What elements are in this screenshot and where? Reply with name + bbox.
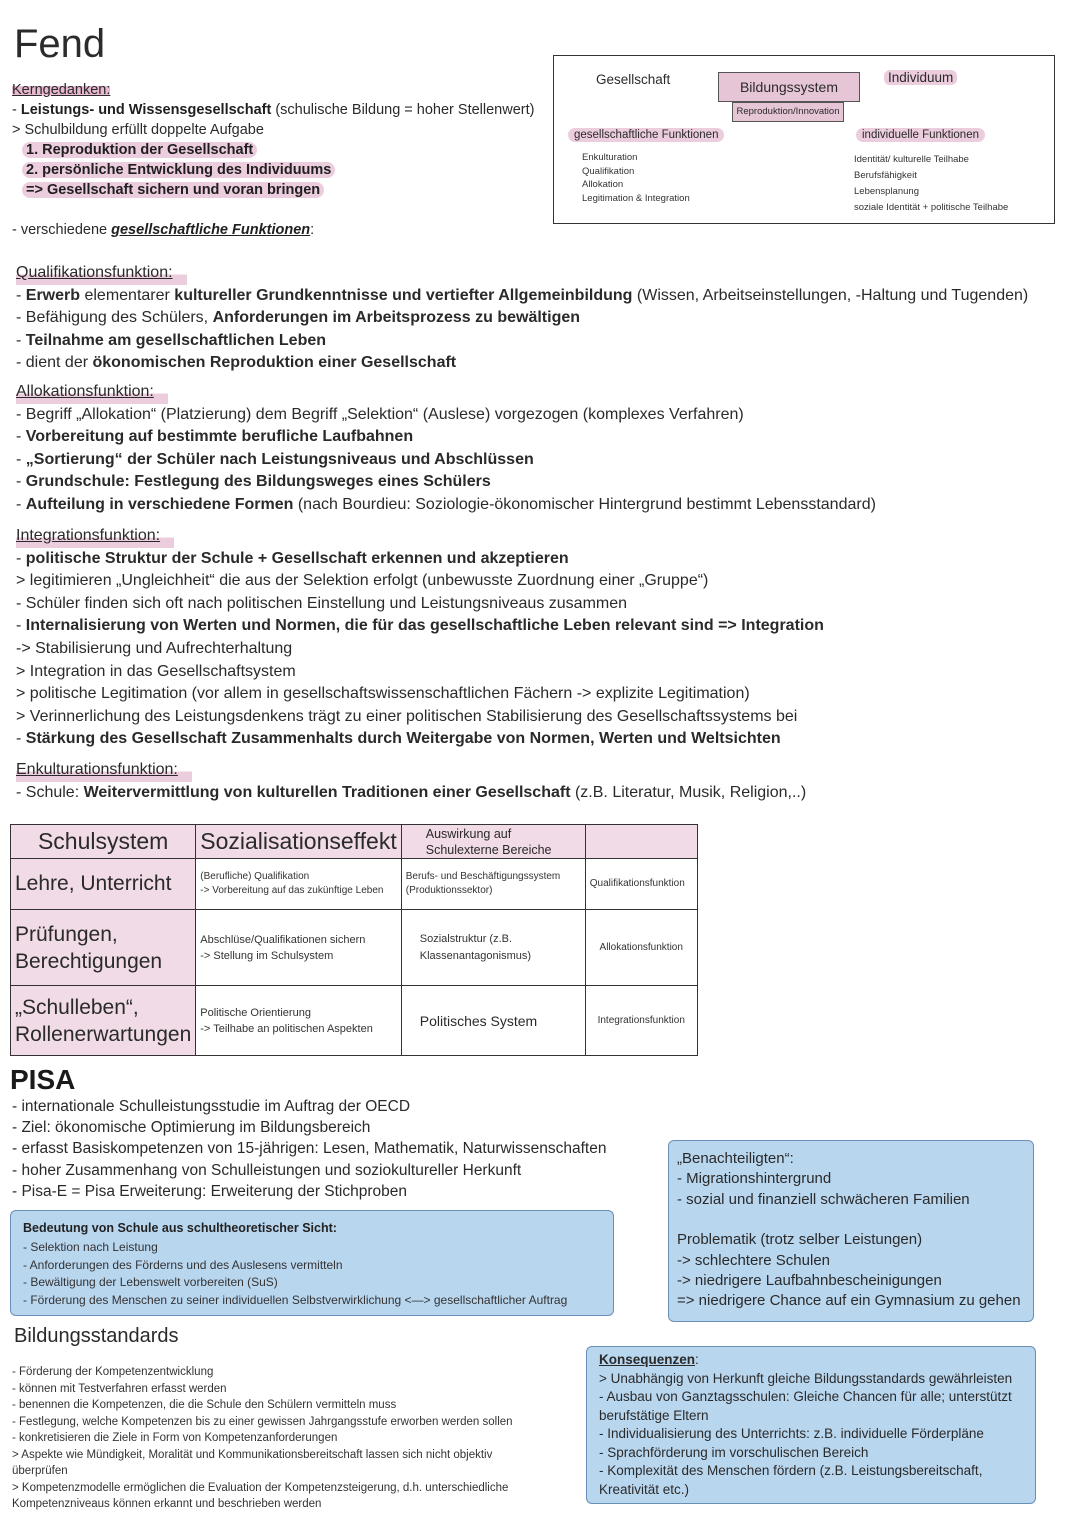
integration-line: > Integration in das Gesellschaftsystem bbox=[16, 662, 296, 680]
functions-diagram bbox=[553, 55, 1055, 224]
qualifikation-line: - Befähigung des Schülers, Anforderungen im Arbeitsprozess zu bewältigen bbox=[16, 309, 581, 327]
integration-line: - Internalisierung von Werten und Normen, die für das gesellschaftliche Leben relevant sind => Integration bbox=[16, 617, 824, 635]
kerngedanken-heading: Kerngedanken: bbox=[12, 82, 111, 98]
table-row: Prüfungen, Berechtigungen Abschlüse/Qualifikationen sichern -> Stellung im Schulsystem Sozialstruktur (z.B. Klassenantagonismus) Allokationsfunktion bbox=[11, 910, 698, 986]
allokation-line: - „Sortierung“ der Schüler nach Leistungsniveaus und Abschlüssen bbox=[16, 450, 534, 468]
pisa-list: - internationale Schulleistungsstudie im Auftrag der OECD - Ziel: ökonomische Optimierung im Bildungsbereich - erfasst Basiskompetenzen von 15-jährigen: Lesen, Mathematik, Naturwissenschaften - hoher Zusammenhang von Schulleistungen und soziokultureller Herkunft - Pisa-E = Pisa Erweiterung: Erweiterung der Stichproben bbox=[12, 1098, 607, 1200]
integration-heading: Integrationsfunktion: bbox=[16, 525, 174, 548]
bedeutung-box: Bedeutung von Schule aus schultheoretischer Sicht: - Selektion nach Leistung - Anforderungen des Förderns und des Auslesens vermitteln - Bewältigung der Lebenswelt vorbereiten (SuS) - Förderung des Menschen zu seiner individuellen Selbstverwirklichung <—> gesellschaftlicher Auftrag bbox=[10, 1210, 614, 1316]
diagram-if-list: Identität/ kulturelle Teilhabe Berufsfähigkeit Lebensplanung soziale Identität + politische Teilhabe bbox=[854, 154, 1009, 213]
integration-line: -> Stabilisierung und Aufrechterhaltung bbox=[16, 639, 293, 657]
qualifikation-heading: Qualifikationsfunktion: bbox=[16, 262, 187, 285]
kerngedanken-highlight: 1. Reproduktion der Gesellschaft bbox=[22, 142, 257, 158]
page-title: Fend bbox=[14, 22, 106, 66]
pisa-title: PISA bbox=[10, 1064, 76, 1095]
konsequenzen-box: Konsequenzen: > Unabhängig von Herkunft gleiche Bildungsstandards gewährleisten - Ausbau von Ganztagsschulen: Gleiche Chancen für alle; unterstützt berufstätige Eltern - Individualisierung des Unterrichts: z.B. individuelle Förderpläne - Sprachförderung im vorschulischen Bereich - Komplexität des Menschen fördern (z.B. Leistungsbereitschaft, Kreativität etc.) bbox=[586, 1346, 1036, 1504]
enkulturation-line: - Schule: Weitervermittlung von kulturellen Traditionen einer Gesellschaft (z.B. Literatur, Musik, Religion,..) bbox=[16, 783, 807, 801]
integration-line: - Stärkung des Gesellschaft Zusammenhalts durch Weitergabe von Normen, Werten und Weltsichten bbox=[16, 730, 781, 748]
diagram-individuum: Individuum bbox=[884, 70, 957, 85]
allokation-line: - Grundschule: Festlegung des Bildungsweges eines Schülers bbox=[16, 473, 491, 491]
integration-line: - Schüler finden sich oft nach politischen Einstellung und Leistungsniveaus zusammen bbox=[16, 594, 628, 612]
kerngedanken-line: > Schulbildung erfüllt doppelte Aufgabe bbox=[12, 122, 264, 138]
kerngedanken-line: - Leistungs- und Wissensgesellschaft (schulische Bildung = hoher Stellenwert) bbox=[12, 102, 535, 118]
funktionen-line: - verschiedene gesellschaftliche Funktionen: bbox=[12, 222, 315, 238]
allokation-heading: Allokationsfunktion: bbox=[16, 381, 168, 404]
bildungsstandards-list: - Förderung der Kompetenzentwicklung - können mit Testverfahren erfasst werden - benennen die Kompetenzen, die die Schule den Schülern vermitteln muss - Festlegung, welche Kompetenzen bis zu einer gewissen Jahrgangsstufe erworben werden sollen - konkretisieren die Ziele in Form von Kompetenzanforderungen > Aspekte wie Mündigkeit, Moralität und Kommunikationsbereitschaft lassen sich nicht objektiv überprüfen > Kompetenzmodelle ermöglichen die Evaluation der Kompetenzsteigerung, d.h. unterschiedliche Kompetenzniveaus können erkannt und beschrieben werden bbox=[12, 1366, 513, 1510]
table-row: „Schulleben“, Rollenerwartungen Politische Orientierung -> Teilhabe an politischen Aspekten Politisches System Integrationsfunktion bbox=[11, 986, 698, 1056]
table-row: Lehre, Unterricht (Berufliche) Qualifikation -> Vorbereitung auf das zukünftige Leben Berufs- und Beschäftigungssystem (Produktionssektor) Qualifikationsfunktion bbox=[11, 859, 698, 910]
table-header: Auswirkung auf Schulexterne Bereiche bbox=[401, 825, 585, 859]
allokation-line: - Vorbereitung auf bestimmte berufliche Laufbahnen bbox=[16, 428, 414, 446]
table-cell: Prüfungen, Berechtigungen bbox=[11, 910, 196, 986]
integration-section bbox=[16, 525, 1076, 751]
benachteiligte-box: „Benachteiligten“: - Migrationshintergrund - sozial und finanziell schwächeren Familien Problematik (trotz selber Leistungen) -> schlechtere Schulen -> niedrigere Laufbahnbescheinigungen => niedrigere Chance auf ein Gymnasium zu gehen bbox=[668, 1140, 1034, 1322]
allokation-line: - Begriff „Allokation“ (Platzierung) dem Begriff „Selektion“ (Auslese) vorgezogen (komplexes Verfahren) bbox=[16, 405, 744, 423]
sozialisation-table bbox=[10, 824, 698, 1056]
enkulturation-heading: Enkulturationsfunktion: bbox=[16, 759, 192, 782]
table-header bbox=[585, 825, 697, 859]
qualifikation-line: - Teilnahme am gesellschaftlichen Leben bbox=[16, 331, 327, 349]
integration-line: > legitimieren „Ungleichheit“ die aus der Selektion erfolgt (unbewusste Zuordnung einer „Gruppe“) bbox=[16, 572, 709, 590]
table-cell: Lehre, Unterricht bbox=[11, 859, 196, 910]
diagram-if-label: individuelle Funktionen bbox=[856, 128, 985, 142]
kerngedanken-section bbox=[12, 80, 552, 240]
kerngedanken-highlight: 2. persönliche Entwicklung des Individuums bbox=[22, 162, 335, 178]
bildungsstandards-title: Bildungsstandards bbox=[14, 1325, 179, 1347]
diagram-reproduktion: Reproduktion/Innovation bbox=[732, 102, 844, 122]
table-header: Sozialisationseffekt bbox=[196, 825, 401, 859]
allokation-line: - Aufteilung in verschiedene Formen (nach Bourdieu: Soziologie-ökonomischer Hintergrund bestimmt Lebensstandard) bbox=[16, 495, 876, 513]
kerngedanken-highlight: => Gesellschaft sichern und voran bringen bbox=[22, 182, 324, 198]
diagram-gesellschaft: Gesellschaft bbox=[596, 72, 671, 87]
diagram-gf-label: gesellschaftliche Funktionen bbox=[568, 128, 724, 142]
qualifikation-line: - dient der ökonomischen Reproduktion einer Gesellschaft bbox=[16, 354, 457, 372]
integration-line: > Verinnerlichung des Leistungsdenkens trägt zu einer politischen Stabilisierung des Gesellschaftssystems bei bbox=[16, 707, 798, 725]
integration-line: - politische Struktur der Schule + Gesellschaft erkennen und akzeptieren bbox=[16, 549, 569, 567]
allokation-section bbox=[16, 381, 1076, 517]
qualifikation-section bbox=[16, 262, 1076, 375]
diagram-bildungssystem: Bildungssystem bbox=[718, 72, 860, 102]
diagram-gf-list: Enkulturation Qualifikation Allokation Legitimation & Integration bbox=[582, 152, 690, 204]
qualifikation-line: - Erwerb elementarer kultureller Grundkenntnisse und vertiefter Allgemeinbildung (Wissen, Arbeitseinstellungen, -Haltung und Tugenden) bbox=[16, 286, 1029, 304]
integration-line: > politische Legitimation (vor allem in gesellschaftswissenschaftlichen Fächern -> explizite Legitimation) bbox=[16, 685, 750, 703]
table-header: Schulsystem bbox=[11, 825, 196, 859]
table-cell: „Schulleben“, Rollenerwartungen bbox=[11, 986, 196, 1056]
enkulturation-section bbox=[16, 759, 1076, 804]
